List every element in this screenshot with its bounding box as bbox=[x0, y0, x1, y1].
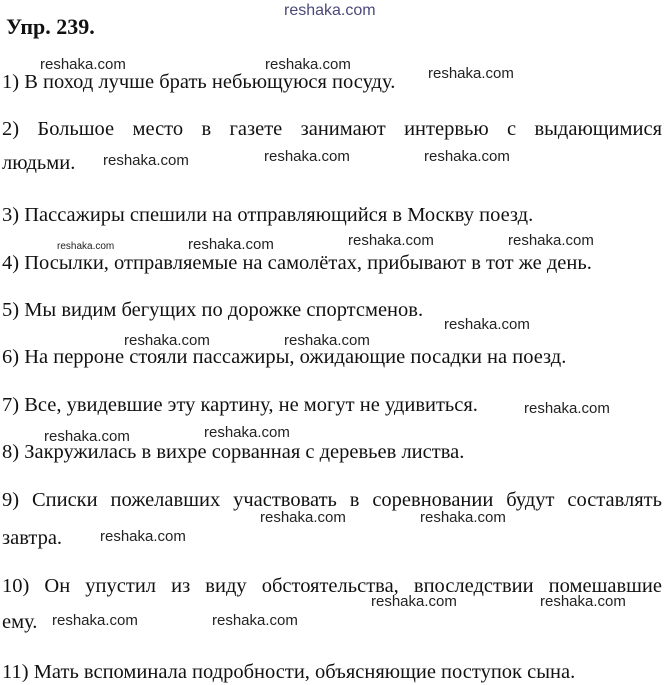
sentence-3: 3) Пассажиры спешили на отправляющийся в Москву поезд. bbox=[2, 204, 534, 226]
watermark: reshaka.com bbox=[540, 593, 626, 610]
sentence-8: 8) Закружилась в вихре сорванная с деревьев листва. bbox=[2, 441, 465, 463]
watermark: reshaka.com bbox=[100, 528, 186, 545]
watermark: reshaka.com bbox=[40, 56, 126, 73]
exercise-title: Упр. 239. bbox=[6, 14, 95, 39]
sentence-10-line-1: 10) Он упустил из виду обстоятельства, впоследствии помешавшие bbox=[2, 575, 662, 597]
sentence-10-line-2: ему. bbox=[2, 611, 38, 633]
sentence-11: 11) Мать вспоминала подробности, объясняющие поступок сына. bbox=[2, 661, 576, 683]
sentence-5: 5) Мы видим бегущих по дорожке спортсменов. bbox=[2, 299, 424, 321]
watermark: reshaka.com bbox=[212, 612, 298, 629]
watermark: reshaka.com bbox=[103, 152, 189, 169]
sentence-2-line-2: людьми. bbox=[2, 152, 76, 174]
watermark: reshaka.com bbox=[371, 593, 457, 610]
watermark: reshaka.com bbox=[444, 316, 530, 333]
watermark: reshaka.com bbox=[260, 509, 346, 526]
watermark: reshaka.com bbox=[420, 509, 506, 526]
watermark-top: reshaka.com bbox=[284, 2, 376, 19]
watermark: reshaka.com bbox=[188, 236, 274, 253]
sentence-4: 4) Посылки, отправляемые на самолётах, прибывают в тот же день. bbox=[2, 252, 592, 274]
watermark: reshaka.com bbox=[348, 232, 434, 249]
watermark: reshaka.com bbox=[428, 65, 514, 82]
sentence-9-line-2: завтра. bbox=[2, 527, 63, 549]
watermark: reshaka.com bbox=[57, 241, 115, 252]
sentence-2-line-1: 2) Большое место в газете занимают интервью с выдающимися bbox=[2, 118, 662, 140]
sentence-1: 1) В поход лучше брать небьющуюся посуду. bbox=[2, 71, 396, 93]
sentence-9-line-1: 9) Списки пожелавших участвовать в соревновании будут составлять bbox=[2, 489, 662, 511]
watermark: reshaka.com bbox=[265, 56, 351, 73]
watermark: reshaka.com bbox=[284, 332, 370, 349]
watermark: reshaka.com bbox=[44, 428, 130, 445]
watermark: reshaka.com bbox=[508, 232, 594, 249]
watermark: reshaka.com bbox=[204, 424, 290, 441]
watermark: reshaka.com bbox=[52, 612, 138, 629]
sentence-7: 7) Все, увидевшие эту картину, не могут не удивиться. bbox=[2, 394, 478, 416]
sentence-6: 6) На перроне стояли пассажиры, ожидающие посадки на поезд. bbox=[2, 346, 567, 368]
watermark: reshaka.com bbox=[524, 400, 610, 417]
watermark: reshaka.com bbox=[124, 332, 210, 349]
watermark: reshaka.com bbox=[424, 148, 510, 165]
watermark: reshaka.com bbox=[264, 148, 350, 165]
